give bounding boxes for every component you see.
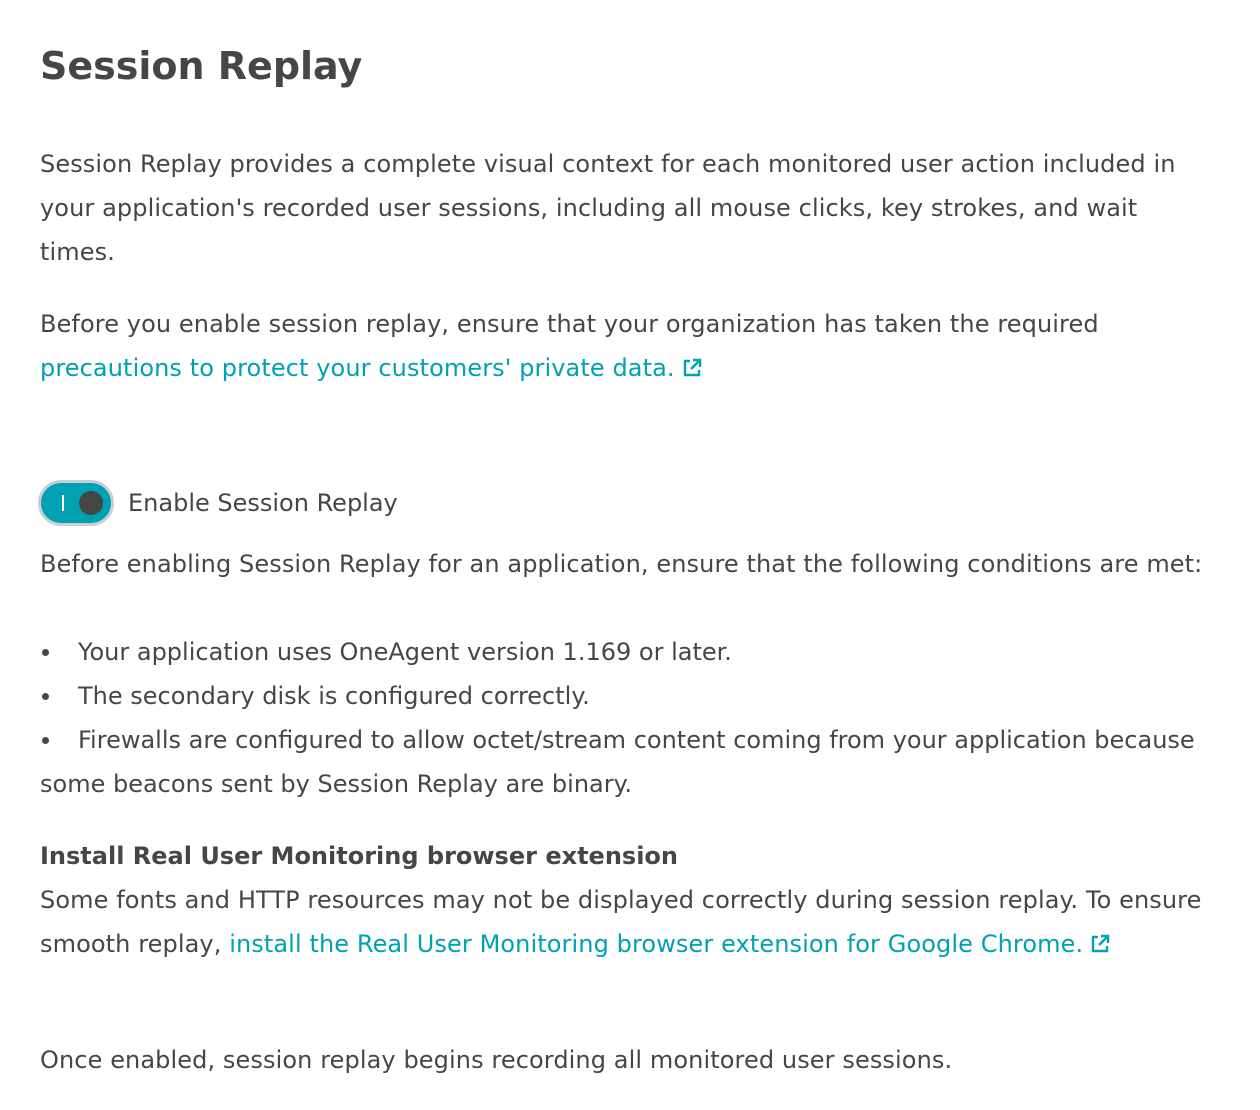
enable-session-replay-toggle[interactable] bbox=[38, 480, 114, 526]
enable-session-replay-label[interactable]: Enable Session Replay bbox=[128, 489, 398, 517]
enable-session-replay-row bbox=[38, 478, 398, 528]
bullet-icon bbox=[42, 737, 49, 744]
toggle-knob bbox=[79, 491, 103, 515]
precautions-link[interactable] bbox=[40, 354, 703, 382]
external-link-icon bbox=[681, 349, 703, 371]
extension-heading: Install Real User Monitoring browser extension bbox=[40, 842, 678, 870]
toggle-on-mark bbox=[62, 495, 64, 511]
install-extension-link-label: install the Real User Monitoring browser extension for Google Chrome. bbox=[229, 930, 1084, 958]
requirements-list bbox=[40, 630, 1210, 806]
list-item: The secondary disk is configured correctly. bbox=[40, 674, 1210, 718]
install-extension-link[interactable] bbox=[229, 930, 1111, 958]
bullet-icon bbox=[42, 649, 49, 656]
requirements-intro: Before enabling Session Replay for an application, ensure that the following conditions are met: bbox=[40, 550, 1203, 578]
footer-note: Once enabled, session replay begins recording all monitored user sessions. bbox=[40, 1046, 953, 1074]
intro-description: Session Replay provides a complete visual context for each monitored user action included in your application's recorded user sessions, including all mouse clicks, key strokes, and wait times. bbox=[40, 150, 1176, 266]
page-title: Session Replay bbox=[40, 44, 363, 88]
bullet-icon bbox=[42, 693, 49, 700]
list-item: Your application uses OneAgent version 1.169 or later. bbox=[40, 630, 1210, 674]
extension-text: Some fonts and HTTP resources may not be displayed correctly during session replay. To ensure smooth replay, bbox=[40, 886, 1202, 958]
precautions-paragraph bbox=[40, 302, 1210, 390]
precautions-link-label: precautions to protect your customers' private data. bbox=[40, 354, 675, 382]
precautions-text: Before you enable session replay, ensure that your organization has taken the required bbox=[40, 310, 1099, 338]
list-item: Firewalls are configured to allow octet/stream content coming from your application because some beacons sent by Session Replay are binary. bbox=[40, 726, 1195, 798]
external-link-icon bbox=[1089, 925, 1111, 947]
extension-paragraph bbox=[40, 878, 1210, 966]
